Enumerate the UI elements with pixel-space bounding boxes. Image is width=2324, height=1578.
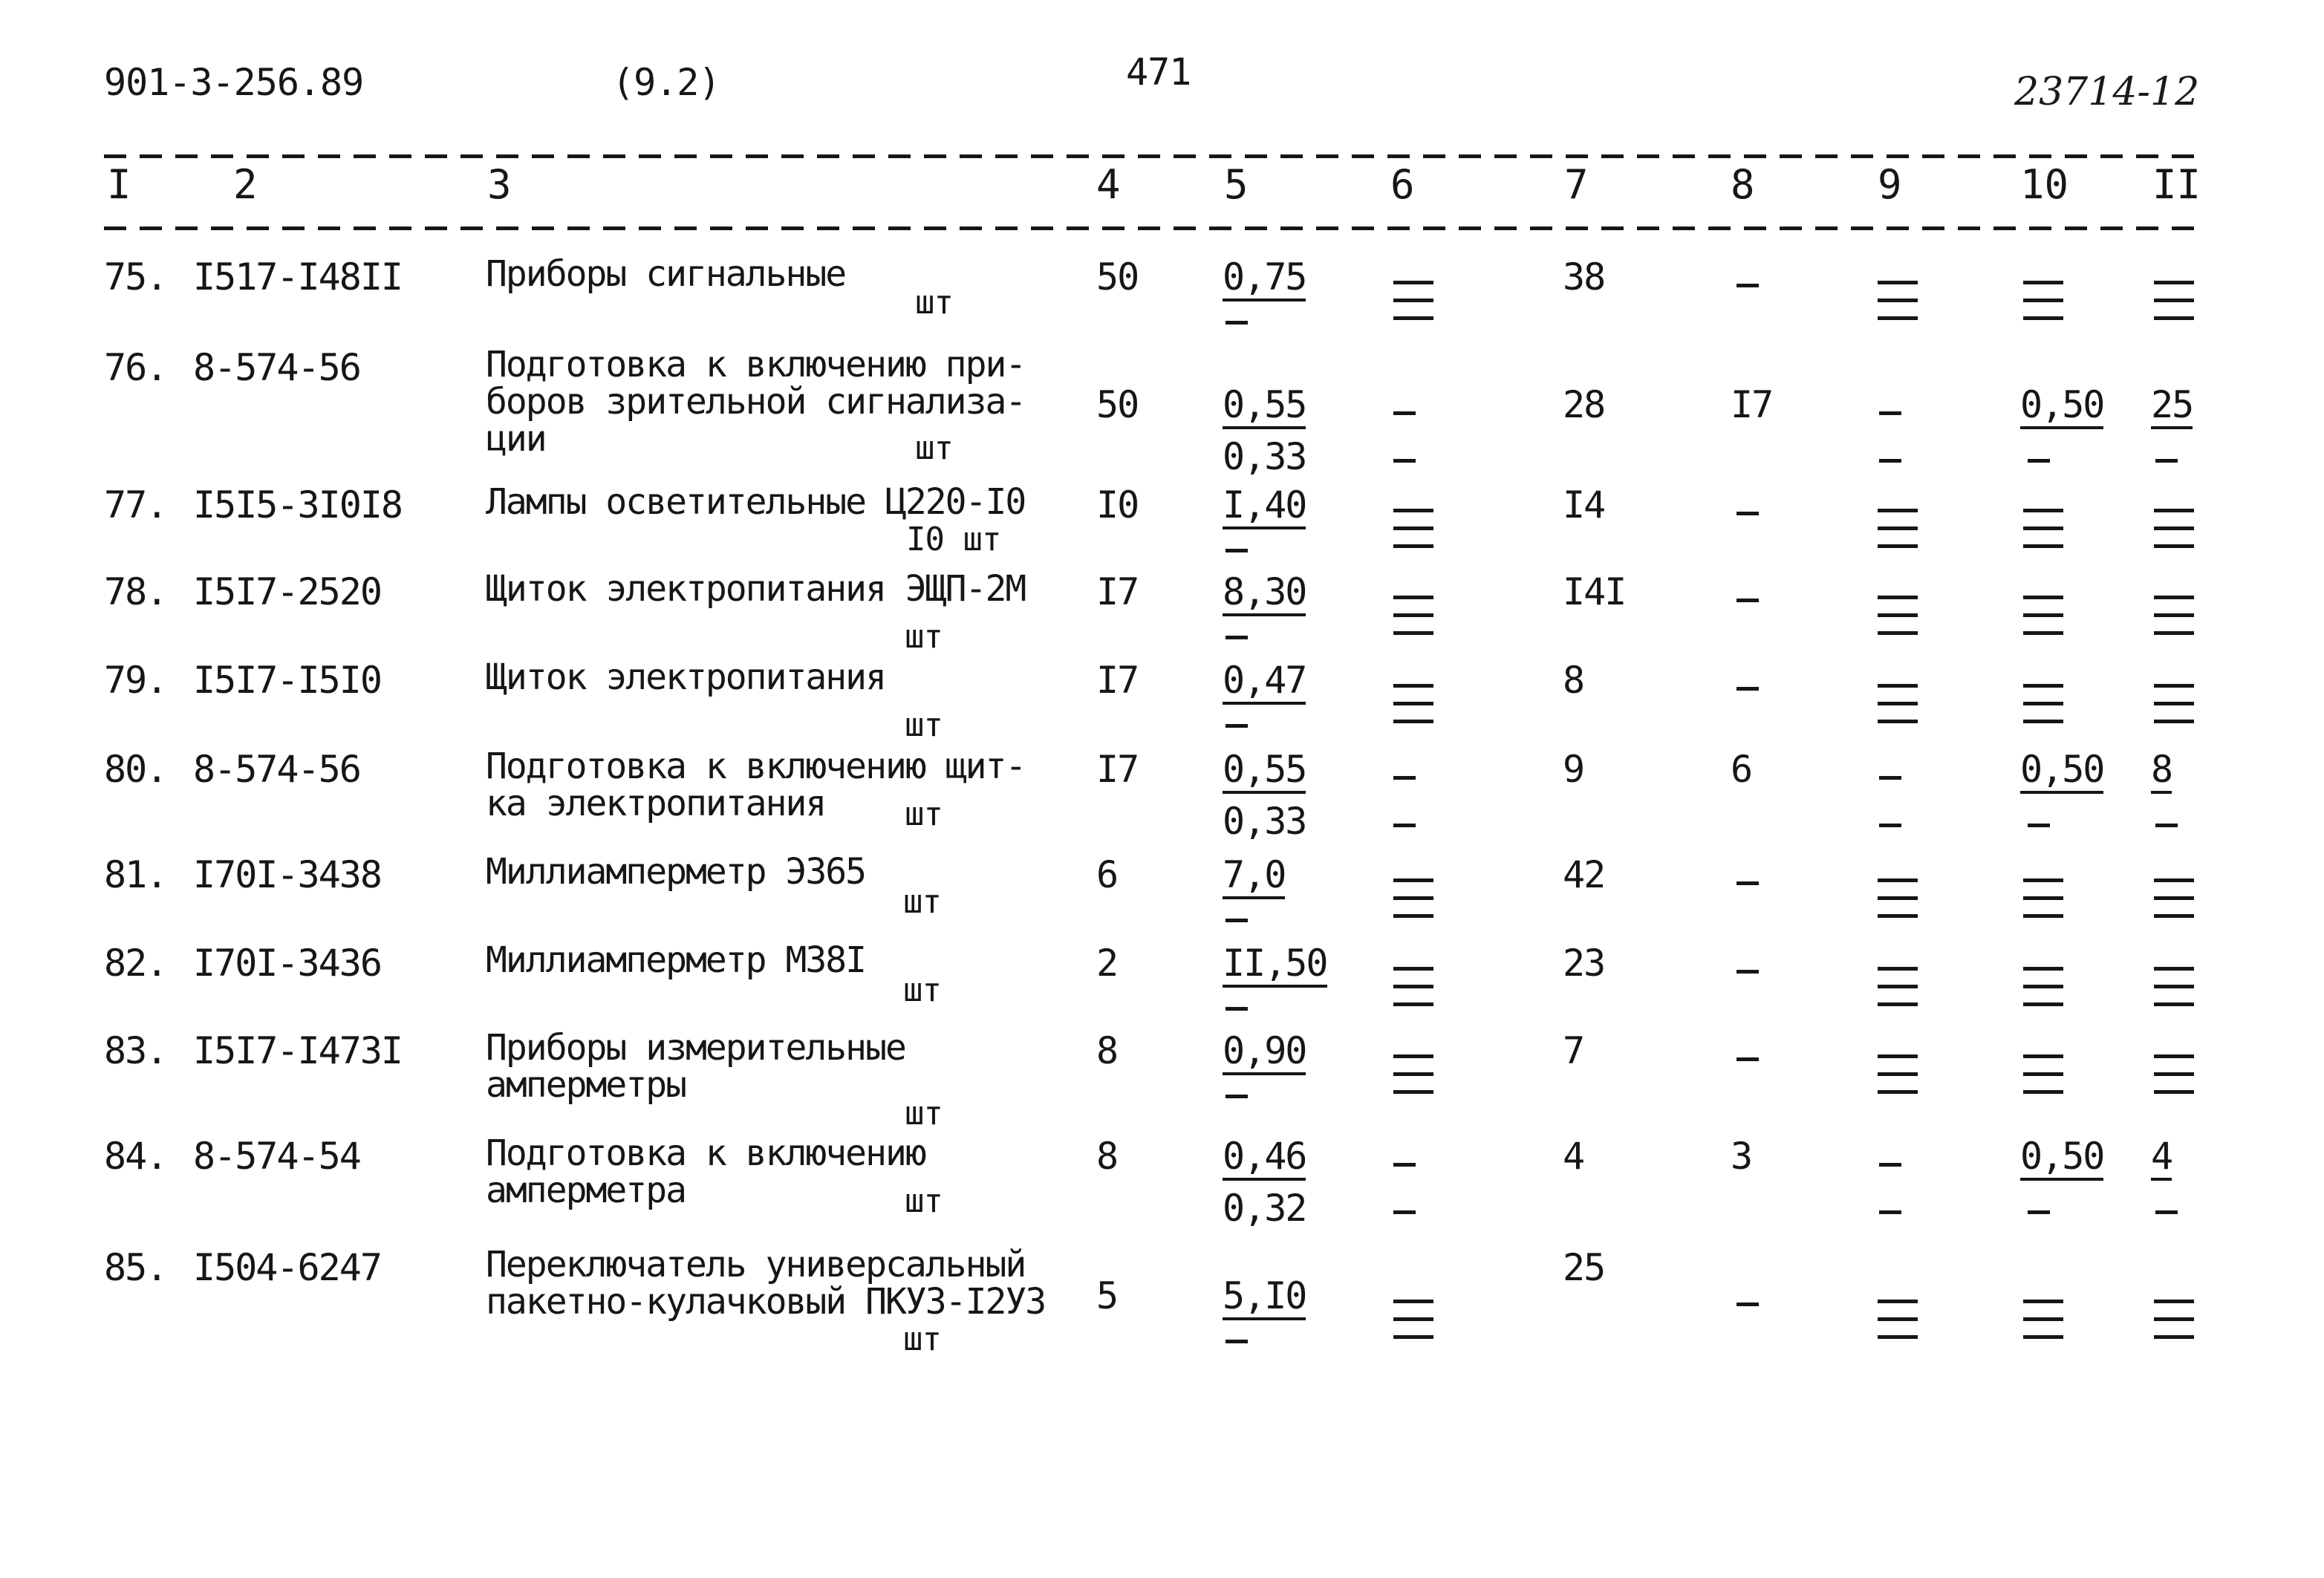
- col8-dash: [1737, 284, 1759, 287]
- col5-value: II,50: [1223, 945, 1327, 988]
- col10-ditto: [2020, 962, 2068, 1008]
- col-header-1: I: [107, 161, 131, 208]
- col11-dash: [2155, 459, 2178, 463]
- col5-dash: [1226, 636, 1248, 639]
- col9-dash-top: [1879, 1163, 1901, 1167]
- col-header-3: 3: [487, 161, 512, 208]
- col-header-10: 10: [2020, 161, 2069, 208]
- col10-ditto: [2020, 679, 2068, 726]
- col5-dash: [1226, 321, 1248, 325]
- col6-ditto: [1390, 1050, 1438, 1096]
- section-number: (9.2): [612, 61, 720, 104]
- col11-ditto: [2151, 1295, 2198, 1341]
- col9-dash-bottom: [1879, 459, 1901, 463]
- col9-dash-bottom: [1879, 1210, 1901, 1214]
- col11-ditto: [2151, 1050, 2198, 1096]
- quantity: 8: [1096, 1135, 1118, 1178]
- document-code: 901-3-256.89: [104, 61, 364, 104]
- item-code: I5I7-I5I0: [193, 659, 381, 702]
- col5-value: 0,55: [1223, 751, 1306, 794]
- col7-value: 4: [1563, 1135, 1584, 1178]
- col8-dash: [1737, 1302, 1759, 1306]
- col10-dash: [2028, 824, 2050, 827]
- col10-value: 0,50: [2020, 386, 2103, 429]
- col10-dash: [2028, 1210, 2050, 1214]
- item-name: Приборы сигнальные: [486, 253, 846, 295]
- col5-value: 0,75: [1223, 258, 1306, 301]
- col6-dash-bottom: [1393, 459, 1416, 463]
- item-code: 8-574-56: [193, 748, 360, 791]
- item-name: Приборы измерительные амперметры: [486, 1027, 905, 1106]
- col6-dash-bottom: [1393, 1210, 1416, 1214]
- bottom-dashed-rule: [104, 226, 2207, 230]
- col9-ditto: [1875, 874, 1922, 920]
- col10-ditto: [2020, 1295, 2068, 1341]
- col11-value: 8: [2151, 751, 2172, 794]
- item-name: Подготовка к включению при- боров зрительной сигнализа- ции: [486, 344, 1026, 460]
- quantity: 2: [1096, 942, 1118, 985]
- item-code: I5I5-3I0I8: [193, 483, 403, 526]
- col9-ditto: [1875, 962, 1922, 1008]
- col7-value: I4: [1563, 483, 1605, 526]
- row-number: 77.: [104, 483, 167, 526]
- col11-ditto: [2151, 679, 2198, 726]
- col6-ditto: [1390, 1295, 1438, 1341]
- col6-dash-bottom: [1393, 824, 1416, 827]
- col9-dash-bottom: [1879, 824, 1901, 827]
- col10-ditto: [2020, 504, 2068, 550]
- col9-dash-top: [1879, 776, 1901, 780]
- item-code: I70I-3438: [193, 853, 381, 896]
- col-header-9: 9: [1878, 161, 1902, 208]
- item-code: I5I7-2520: [193, 570, 381, 613]
- item-name: Переключатель универсальный пакетно-кулачковый ПКУЗ-I2УЗ: [486, 1244, 1046, 1323]
- row-number: 80.: [104, 748, 167, 791]
- item-name: Миллиамперметр Э365: [486, 851, 866, 893]
- col11-ditto: [2151, 504, 2198, 550]
- col9-ditto: [1875, 276, 1922, 322]
- col5-dash: [1226, 1095, 1248, 1098]
- col-header-7: 7: [1564, 161, 1589, 208]
- col5-dash: [1226, 919, 1248, 922]
- item-name: Подготовка к включению щит- ка электропитания: [486, 746, 1026, 824]
- unit-label: шт: [903, 971, 941, 1009]
- page-number: 471: [1126, 50, 1191, 94]
- quantity: I7: [1096, 748, 1139, 791]
- col6-dash-top: [1393, 1163, 1416, 1167]
- col5-value: 0,46: [1223, 1138, 1306, 1181]
- col11-ditto: [2151, 276, 2198, 322]
- col9-ditto: [1875, 1295, 1922, 1341]
- col5-value: 7,0: [1223, 856, 1285, 899]
- unit-label: шт: [905, 795, 943, 833]
- col6-ditto: [1390, 679, 1438, 726]
- item-code: 8-574-56: [193, 346, 360, 389]
- col6-dash-top: [1393, 411, 1416, 415]
- col5-value: 5,I0: [1223, 1277, 1306, 1320]
- col5-dash: [1226, 724, 1248, 728]
- col7-value: I4I: [1563, 570, 1626, 613]
- inventory-stamp: 23714-12: [2014, 70, 2200, 114]
- quantity: I7: [1096, 659, 1139, 702]
- col9-ditto: [1875, 504, 1922, 550]
- col8-value: I7: [1731, 383, 1773, 426]
- item-name: Лампы осветительные Ц220-I0: [486, 481, 1026, 523]
- col10-value: 0,50: [2020, 751, 2103, 794]
- unit-label: шт: [903, 1320, 941, 1358]
- unit-label: шт: [905, 706, 943, 744]
- col8-dash: [1737, 881, 1759, 885]
- item-name: Щиток электропитания: [486, 656, 885, 698]
- item-name: Миллиамперметр М38I: [486, 939, 866, 981]
- quantity: I7: [1096, 570, 1139, 613]
- col5-value: 0,90: [1223, 1032, 1306, 1075]
- row-number: 82.: [104, 942, 167, 985]
- col9-ditto: [1875, 591, 1922, 637]
- col11-value: 25: [2151, 386, 2193, 429]
- col5-second-value: 0,33: [1223, 435, 1306, 478]
- col6-ditto: [1390, 276, 1438, 322]
- col11-dash: [2155, 824, 2178, 827]
- col7-value: 42: [1563, 853, 1605, 896]
- col10-ditto: [2020, 874, 2068, 920]
- item-code: 8-574-54: [193, 1135, 360, 1178]
- col7-value: 9: [1563, 748, 1584, 791]
- col11-ditto: [2151, 962, 2198, 1008]
- col5-second-value: 0,32: [1223, 1187, 1306, 1230]
- col5-value: I,40: [1223, 486, 1306, 529]
- col5-value: 0,47: [1223, 662, 1306, 705]
- col8-dash: [1737, 599, 1759, 602]
- unit-label: I0 шт: [906, 521, 1001, 558]
- col8-dash: [1737, 970, 1759, 974]
- col10-ditto: [2020, 1050, 2068, 1096]
- col6-ditto: [1390, 874, 1438, 920]
- item-code: I517-I48II: [193, 255, 403, 299]
- col7-value: 7: [1563, 1029, 1584, 1072]
- col5-dash: [1226, 549, 1248, 552]
- item-code: I504-6247: [193, 1246, 381, 1289]
- col10-dash: [2028, 459, 2050, 463]
- row-number: 79.: [104, 659, 167, 702]
- col6-ditto: [1390, 504, 1438, 550]
- quantity: 8: [1096, 1029, 1118, 1072]
- col-header-4: 4: [1096, 161, 1121, 208]
- col7-value: 28: [1563, 383, 1605, 426]
- col5-dash: [1226, 1007, 1248, 1011]
- row-number: 81.: [104, 853, 167, 896]
- unit-label: шт: [905, 618, 943, 656]
- item-code: I70I-3436: [193, 942, 381, 985]
- col-header-11: II: [2152, 161, 2201, 208]
- col11-value: 4: [2151, 1138, 2172, 1181]
- col11-ditto: [2151, 874, 2198, 920]
- col11-dash: [2155, 1210, 2178, 1214]
- col6-dash-top: [1393, 776, 1416, 780]
- col7-value: 38: [1563, 255, 1605, 299]
- col8-dash: [1737, 687, 1759, 691]
- col5-value: 8,30: [1223, 573, 1306, 616]
- item-name: Щиток электропитания ЭЩП-2М: [486, 568, 1026, 610]
- unit-label: шт: [905, 1095, 943, 1132]
- row-number: 84.: [104, 1135, 167, 1178]
- top-dashed-rule: [104, 154, 2207, 158]
- item-name: Подготовка к включению амперметра: [486, 1132, 925, 1211]
- col5-dash: [1226, 1340, 1248, 1343]
- col-header-8: 8: [1731, 161, 1755, 208]
- quantity: 6: [1096, 853, 1118, 896]
- row-number: 85.: [104, 1246, 167, 1289]
- unit-label: шт: [915, 429, 953, 467]
- col9-ditto: [1875, 1050, 1922, 1096]
- col9-dash-top: [1879, 411, 1901, 415]
- row-number: 78.: [104, 570, 167, 613]
- col7-value: 8: [1563, 659, 1584, 702]
- col10-value: 0,50: [2020, 1138, 2103, 1181]
- col5-value: 0,55: [1223, 386, 1306, 429]
- col6-ditto: [1390, 591, 1438, 637]
- col-header-6: 6: [1390, 161, 1415, 208]
- quantity: 5: [1096, 1274, 1118, 1317]
- unit-label: шт: [905, 1182, 943, 1220]
- row-number: 83.: [104, 1029, 167, 1072]
- col8-value: 3: [1731, 1135, 1752, 1178]
- col10-ditto: [2020, 591, 2068, 637]
- col8-dash: [1737, 1057, 1759, 1061]
- quantity: I0: [1096, 483, 1139, 526]
- col10-ditto: [2020, 276, 2068, 322]
- col11-ditto: [2151, 591, 2198, 637]
- col5-second-value: 0,33: [1223, 800, 1306, 843]
- row-number: 76.: [104, 346, 167, 389]
- col-header-5: 5: [1224, 161, 1249, 208]
- col-header-2: 2: [233, 161, 258, 208]
- col9-ditto: [1875, 679, 1922, 726]
- col8-dash: [1737, 512, 1759, 515]
- col7-value: 25: [1563, 1246, 1605, 1289]
- row-number: 75.: [104, 255, 167, 299]
- quantity: 50: [1096, 255, 1139, 299]
- col6-ditto: [1390, 962, 1438, 1008]
- quantity: 50: [1096, 383, 1139, 426]
- unit-label: шт: [915, 284, 953, 322]
- col7-value: 23: [1563, 942, 1605, 985]
- item-code: I5I7-I473I: [193, 1029, 403, 1072]
- col8-value: 6: [1731, 748, 1752, 791]
- unit-label: шт: [903, 883, 941, 921]
